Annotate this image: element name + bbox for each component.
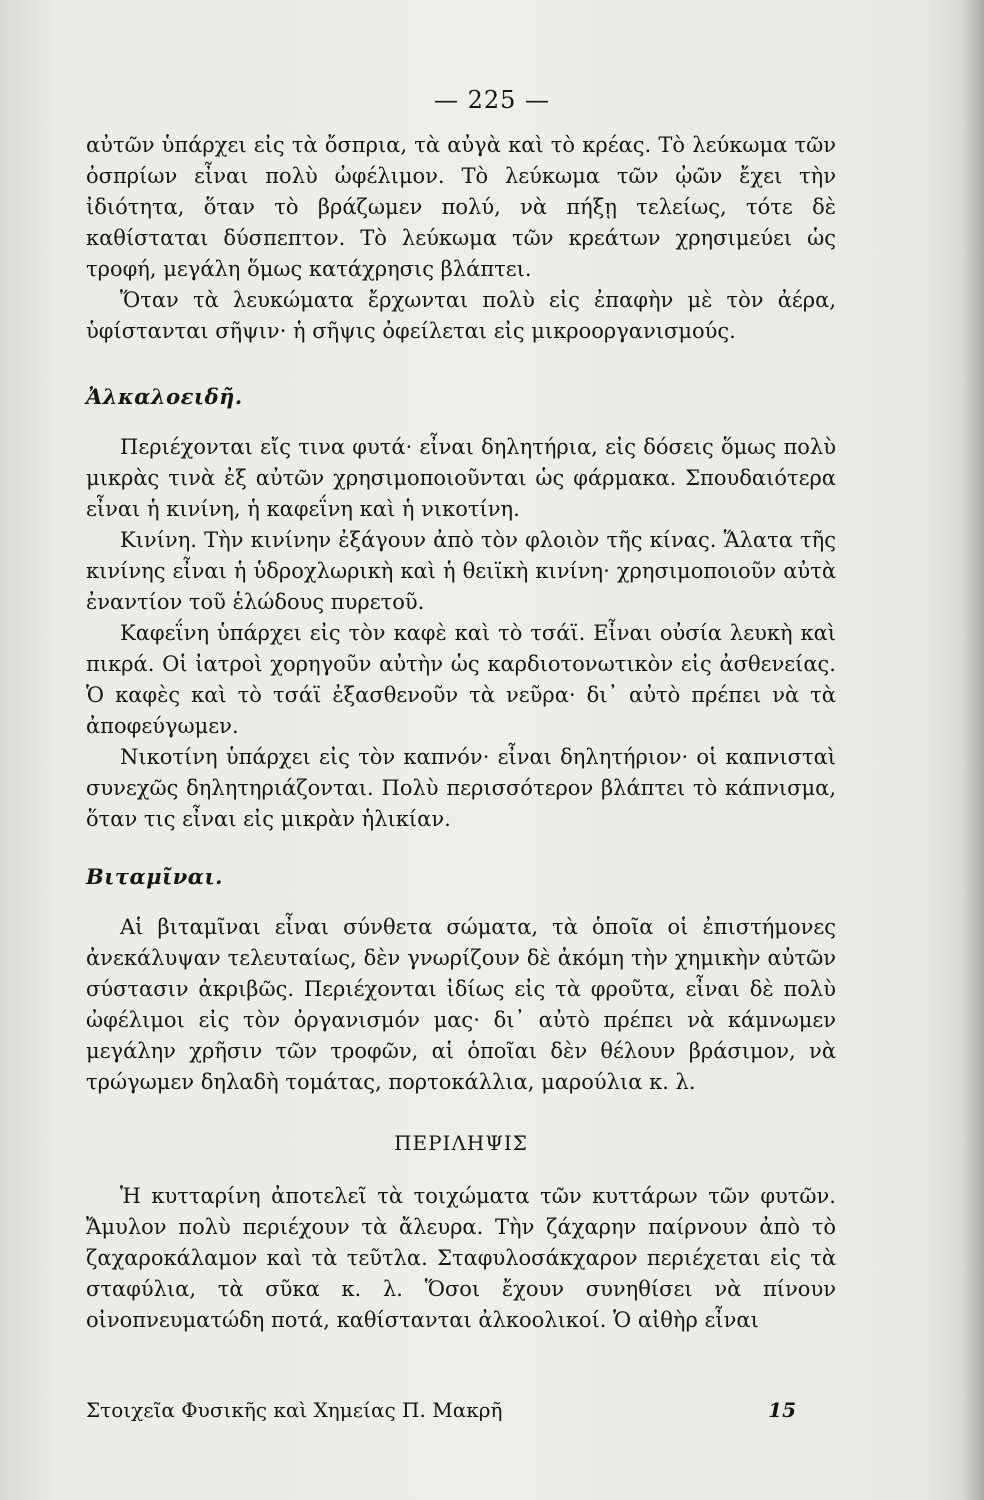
paragraph: Ἡ κυτταρίνη ἀποτελεῖ τὰ τοιχώματα τῶν κυττάρων τῶν φυτῶν. Ἄμυλον πολὺ περιέχουν τὰ ἄλευρα. Τὴν ζάχαρην παίρνουν ἀπὸ τὸ ζαχαροκάλαμον καὶ τὰ τεῦτλα. Σταφυλοσάκχαρον περιέχεται εἰς τὰ σταφύλια, τὰ σῦκα κ. λ. Ὅσοι ἔχουν συνηθίσει νὰ πίνουν οἰνοπνευματώδη ποτά, καθίστανται ἀλκοολικοί. Ὁ αἰθὴρ εἶναι xyxy=(86,1184,836,1332)
paragraph: Νικοτίνη ὑπάρχει εἰς τὸν καπνόν· εἶναι δηλητήριον· οἱ καπνισταὶ συνεχῶς δηλητηριάζονται. Πολὺ περισσότερον βλάπτει τὸ κάπνισμα, ὅταν τις εἶναι εἰς μικρὰν ἡλικίαν. xyxy=(86,745,836,831)
footer-signature-mark: 15 xyxy=(768,1398,796,1422)
page-number: — 225 — xyxy=(433,86,551,114)
footer-book-title: Στοιχεῖα Φυσικῆς καὶ Χημείας Π. Μακρῆ xyxy=(86,1398,503,1422)
section-heading-summary: ΠΕΡΙΛΗΨΙΣ xyxy=(394,1131,528,1155)
page-edge-shadow xyxy=(962,0,984,1500)
paragraph: Αἱ βιταμῖναι εἶναι σύνθετα σώματα, τὰ ὁποῖα οἱ ἐπιστήμονες ἀνεκάλυψαν τελευταίως, δὲν γνωρίζουν δὲ ἀκόμη τὴν χημικὴν αὐτῶν σύστασιν ἀκριβῶς. Περιέχονται ἰδίως εἰς τὰ φροῦτα, εἶναι δὲ πολὺ ὠφέλιμοι εἰς τὸν ὀργανισμόν μας· δι᾽ αὐτὸ πρέπει νὰ κάμνωμεν μεγάλην χρῆσιν τῶν τροφῶν, αἱ ὁποῖαι δὲν θέλουν βράσιμον, νὰ τρώγωμεν δηλαδὴ τομάτας, πορτοκάλλια, μαρούλια κ. λ. xyxy=(86,915,836,1094)
section-heading-alkaloids: Ἀλκαλοειδῆ. xyxy=(86,384,243,409)
paragraph: αὐτῶν ὑπάρχει εἰς τὰ ὄσπρια, τὰ αὐγὰ καὶ τὸ κρέας. Τὸ λεύκωμα τῶν ὀσπρίων εἶναι πολὺ ὠφέλιμον. Τὸ λεύκωμα τῶν ᾠῶν ἔχει τὴν ἰδιότητα, ὅταν τὸ βράζωμεν πολύ, νὰ πήξῃ τελείως, τότε δὲ καθίσταται δύσπεπτον. Τὸ λεύκωμα τῶν κρεάτων χρησιμεύει ὡς τροφή, μεγάλη ὅμως κατάχρησις βλάπτει. xyxy=(86,133,836,281)
page-text xyxy=(86,130,836,1336)
page-footer xyxy=(86,1398,796,1422)
section-heading-vitamins: Βιταμῖναι. xyxy=(86,864,223,889)
paragraph: Καφεΐνη ὑπάρχει εἰς τὸν καφὲ καὶ τὸ τσάϊ. Εἶναι οὐσία λευκὴ καὶ πικρά. Οἱ ἰατροὶ χορηγοῦν αὐτὴν ὡς καρδιοτονωτικὸν εἰς ἀσθενείας. Ὁ καφὲς καὶ τὸ τσάϊ ἐξασθενοῦν τὰ νεῦρα· δι᾽ αὐτὸ πρέπει νὰ τὰ ἀποφεύγωμεν. xyxy=(86,621,836,738)
paragraph: Ὅταν τὰ λευκώματα ἔρχωνται πολὺ εἰς ἐπαφὴν μὲ τὸν ἀέρα, ὑφίστανται σῆψιν· ἡ σῆψις ὀφείλεται εἰς μικροοργανισμούς. xyxy=(86,288,836,343)
paragraph: Κινίνη. Τὴν κινίνην ἐξάγουν ἀπὸ τὸν φλοιὸν τῆς κίνας. Ἅλατα τῆς κινίνης εἶναι ἡ ὑδροχλωρικὴ καὶ ἡ θειϊκὴ κινίνη· χρησιμοποιοῦν αὐτὰ ἐναντίον τοῦ ἑλώδους πυρετοῦ. xyxy=(86,528,836,614)
paragraph: Περιέχονται εἴς τινα φυτά· εἶναι δηλητήρια, εἰς δόσεις ὅμως πολὺ μικρὰς τινὰ ἐξ αὐτῶν χρησιμοποιοῦνται ὡς φάρμακα. Σπουδαιότερα εἶναι ἡ κινίνη, ἡ καφεΐνη καὶ ἡ νικοτίνη. xyxy=(86,435,836,521)
